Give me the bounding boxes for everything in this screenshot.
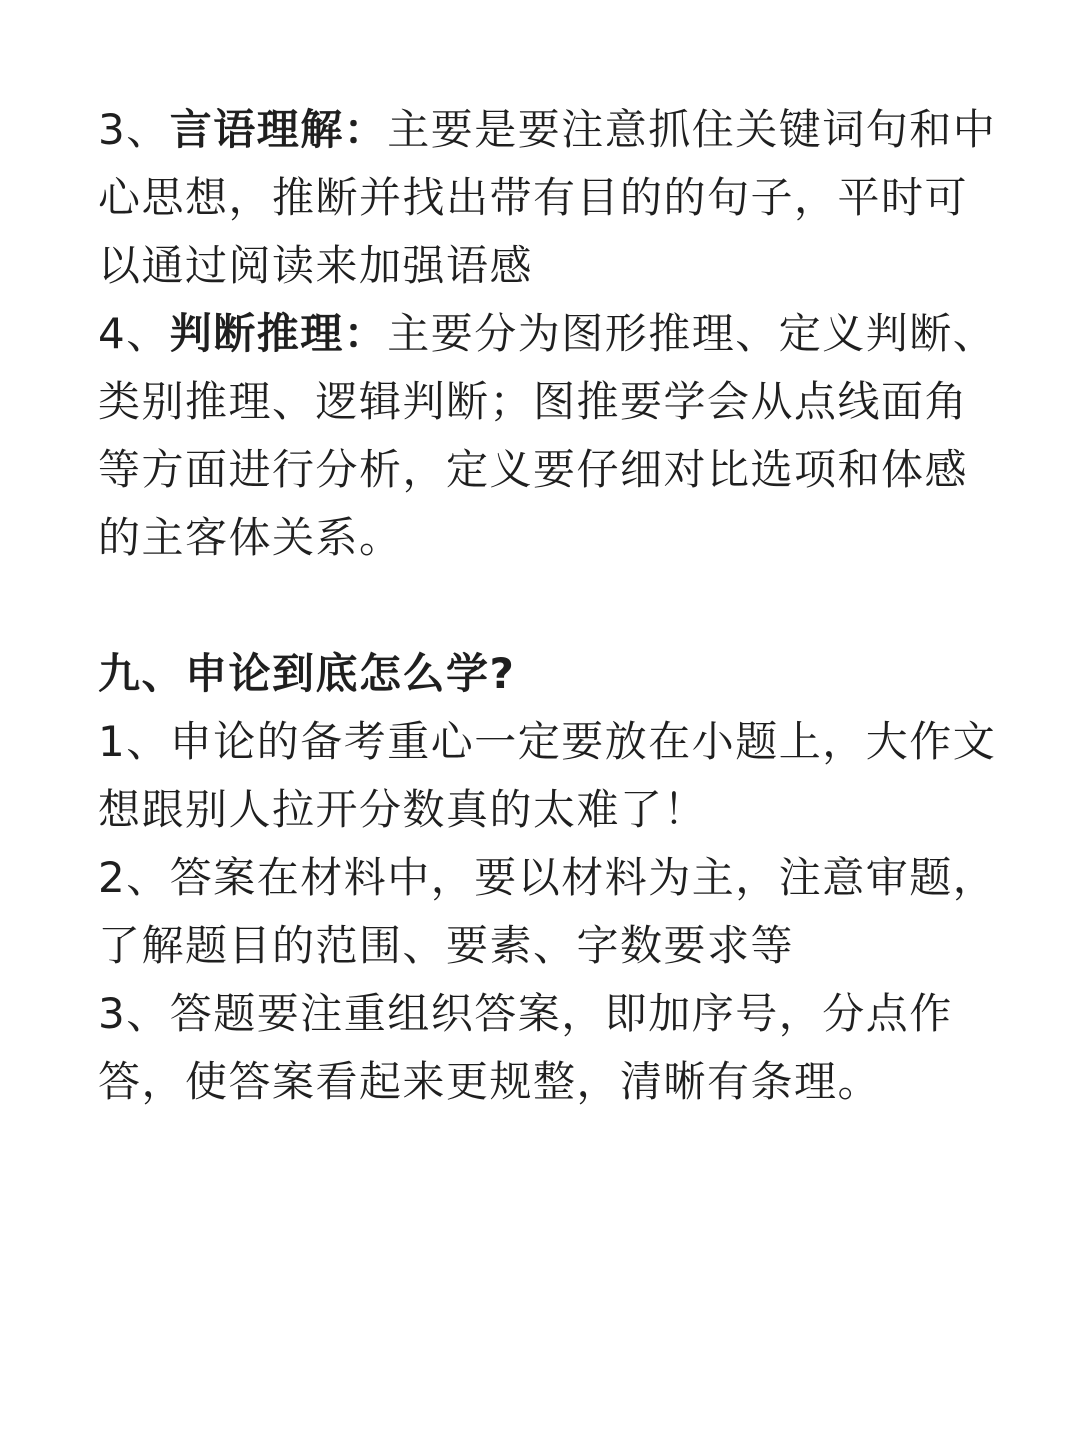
- item-verbal-comprehension: [98, 96, 998, 300]
- item-title: 言语理解：: [169, 105, 388, 154]
- item-judgment-reasoning: [98, 300, 998, 572]
- item-number: 3、: [98, 105, 170, 154]
- article-body: [98, 96, 998, 1116]
- list-item: 2、答案在材料中，要以材料为主，注意审题，了解题目的范围、要素、字数要求等: [98, 853, 997, 970]
- item-number: 4、: [98, 309, 170, 358]
- item-body: 主要分为图形推理、定义判断、类别推理、逻辑判断；图推要学会从点线面角等方面进行分析，定义要仔细对比选项和体感的主客体关系。: [98, 309, 997, 562]
- list-item: 1、申论的备考重心一定要放在小题上，大作文想跟别人拉开分数真的太难了！: [98, 717, 997, 834]
- item-title: 判断推理：: [169, 309, 388, 358]
- section-heading: 九、申论到底怎么学?: [98, 649, 516, 698]
- item-body: 主要是要注意抓住关键词句和中心思想，推断并找出带有目的的句子，平时可以通过阅读来加强语感: [98, 105, 997, 290]
- list-item: 3、答题要注重组织答案，即加序号，分点作答，使答案看起来更规整，清晰有条理。: [98, 989, 953, 1106]
- section-spacer: [98, 572, 998, 640]
